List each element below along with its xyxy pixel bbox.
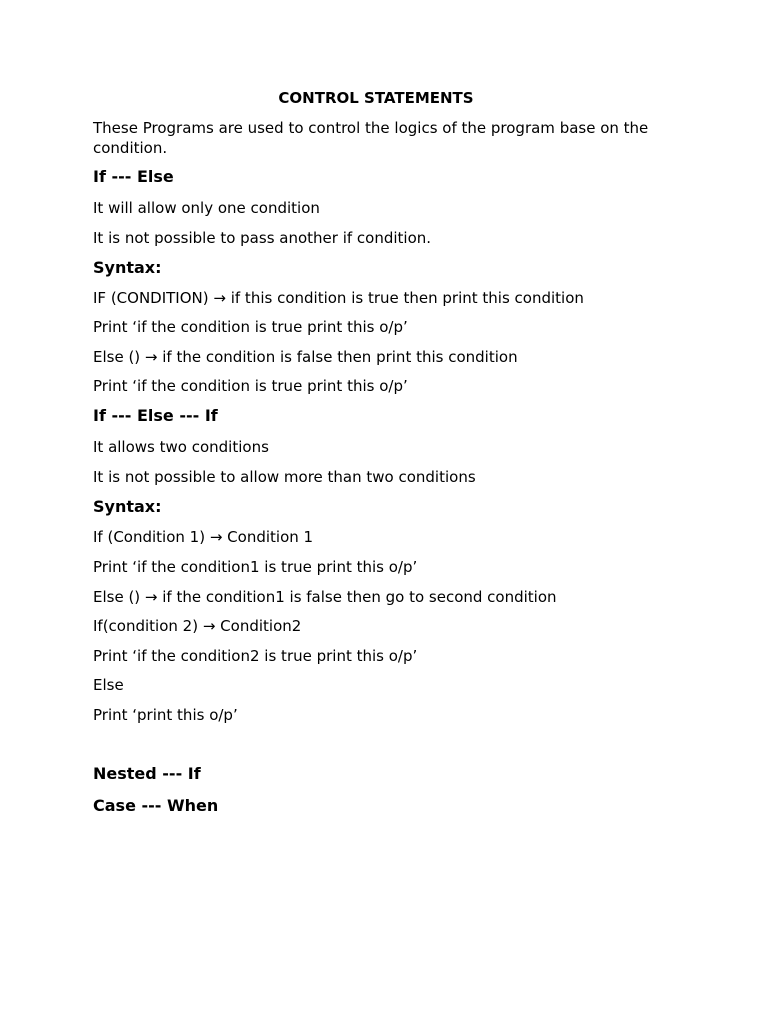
syntax-heading: Syntax: <box>93 258 162 277</box>
intro-paragraph: These Programs are used to control the logics of the program base on the condition. <box>93 119 649 157</box>
section-line: It is not possible to allow more than two conditions <box>93 468 476 486</box>
syntax-line: If(condition 2) → Condition2 <box>93 617 302 635</box>
section-heading-if-else: If --- Else <box>93 167 174 186</box>
syntax-heading: Syntax: <box>93 497 162 516</box>
section-line: It allows two conditions <box>93 438 269 456</box>
section-line: It is not possible to pass another if condition. <box>93 229 432 247</box>
syntax-line: Print ‘if the condition is true print this o/p’ <box>93 318 408 336</box>
syntax-line: Print ‘if the condition2 is true print this o/p’ <box>93 647 418 665</box>
syntax-line: Print ‘print this o/p’ <box>93 706 238 724</box>
syntax-line: Else <box>93 676 124 694</box>
section-heading-case-when: Case --- When <box>93 796 219 815</box>
section-line: It will allow only one condition <box>93 199 320 217</box>
syntax-line: IF (CONDITION) → if this condition is true then print this condition <box>93 289 584 307</box>
syntax-line: Else () → if the condition is false then print this condition <box>93 348 518 366</box>
page-title: CONTROL STATEMENTS <box>278 89 474 107</box>
syntax-line: Print ‘if the condition1 is true print this o/p’ <box>93 558 418 576</box>
section-heading-if-else-if: If --- Else --- If <box>93 406 218 425</box>
syntax-line: If (Condition 1) → Condition 1 <box>93 528 314 546</box>
syntax-line: Print ‘if the condition is true print this o/p’ <box>93 377 408 395</box>
section-heading-nested-if: Nested --- If <box>93 764 201 783</box>
syntax-line: Else () → if the condition1 is false then go to second condition <box>93 588 557 606</box>
